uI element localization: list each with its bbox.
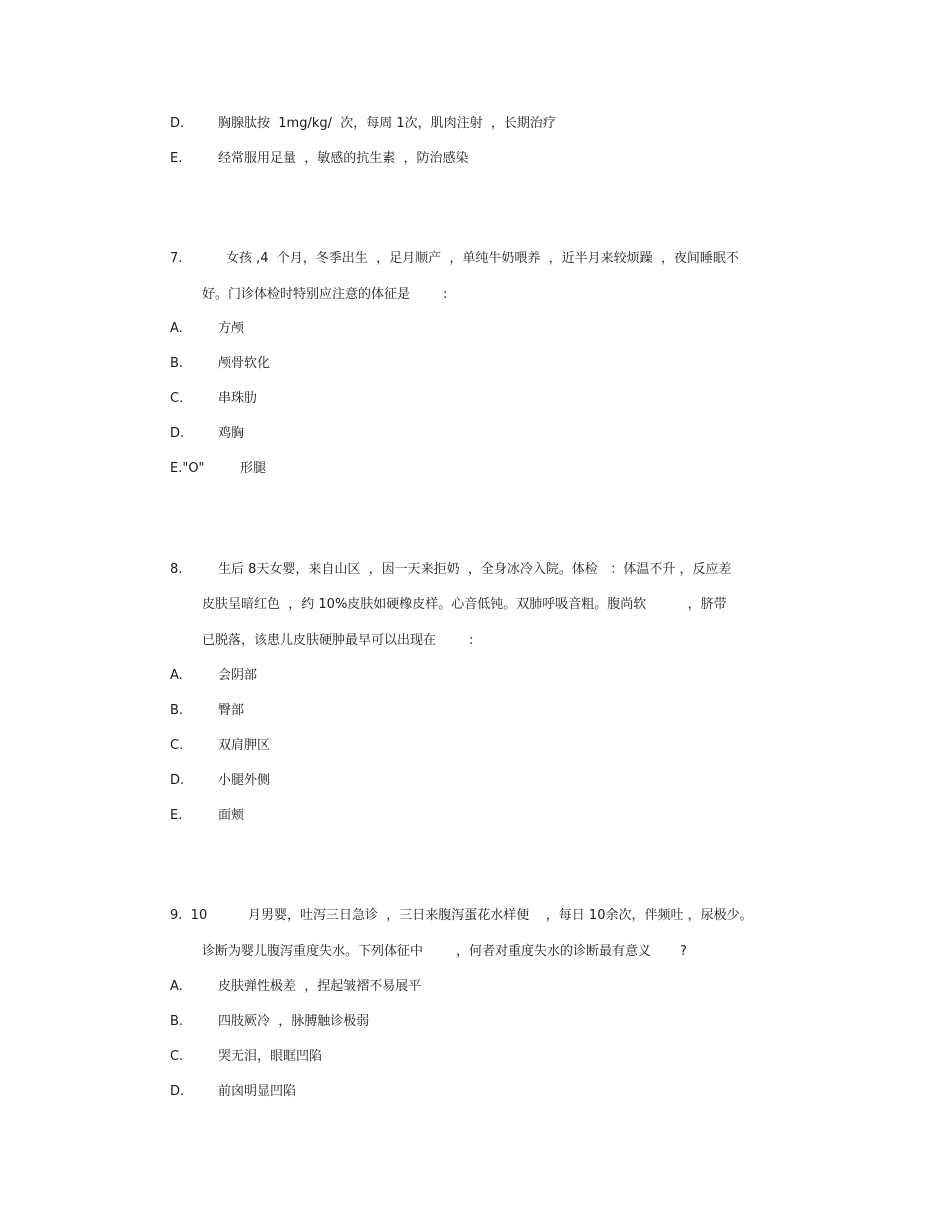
option-label: E."O" xyxy=(170,461,205,476)
option-label: B. xyxy=(170,703,184,718)
option-label: B. xyxy=(170,356,184,371)
question-stem: 诊断为婴儿腹泻重度失水。下列体征中 ，何者对重度失水的诊断最有意义 ? xyxy=(202,944,687,959)
option-text: 鸡胸 xyxy=(218,426,245,441)
question-stem: 好。门诊体检时特别应注意的体征是 : xyxy=(202,287,448,302)
option-text: 方颅 xyxy=(218,321,245,336)
option-text: 皮肤弹性极差 ，捏起皱褶不易展平 xyxy=(218,979,422,994)
option-label: C. xyxy=(170,1049,184,1064)
option-label: E. xyxy=(170,808,183,823)
option-label: A. xyxy=(170,321,183,336)
option-label: A. xyxy=(170,668,183,683)
option-text: 串珠肋 xyxy=(218,391,258,406)
option-text: 哭无泪，眼眶凹陷 xyxy=(218,1049,323,1064)
question-number: 9. 10 xyxy=(170,908,208,923)
option-text: 臀部 xyxy=(218,703,245,718)
option-label: A. xyxy=(170,979,183,994)
question-stem: 生后 8天女婴，来自山区 ，因一天来拒奶 ，全身冰冷入院。体检 ：体温不升 ，反应差 xyxy=(218,562,732,577)
option-text: 颅骨软化 xyxy=(218,356,271,371)
option-label: C. xyxy=(170,738,184,753)
question-number: 8. xyxy=(170,562,183,577)
option-label: B. xyxy=(170,1014,184,1029)
option-text: 双肩胛区 xyxy=(218,738,271,753)
question-stem: 皮肤呈暗红色 ，约 10%皮肤如硬橡皮样。心音低钝。双肺呼吸音粗。腹尚软 ，脐带 xyxy=(202,597,727,612)
option-label: D. xyxy=(170,1084,185,1099)
question-number: 7. xyxy=(170,251,183,266)
option-text: 经常服用足量 ，敏感的抗生素 ，防治感染 xyxy=(218,151,469,166)
question-stem: 月男婴，吐泻三日急诊 ，三日来腹泻蛋花水样便 ，每日 10余次，伴频吐 ，尿极少。 xyxy=(248,908,753,923)
option-text: 四肢厥冷 ，脉膊触诊极弱 xyxy=(218,1014,370,1029)
option-label: C. xyxy=(170,391,184,406)
option-text: 前囟明显凹陷 xyxy=(218,1084,297,1099)
option-label: D. xyxy=(170,426,185,441)
question-stem: 已脱落，该患儿皮肤硬肿最早可以出现在 : xyxy=(202,633,474,648)
option-text: 面颊 xyxy=(218,808,245,823)
option-text: 胸腺肽按 1mg/kg/ 次，每周 1次，肌肉注射 ，长期治疗 xyxy=(218,116,556,131)
option-label: D. xyxy=(170,116,185,131)
option-text: 小腿外侧 xyxy=(218,773,271,788)
option-text: 形腿 xyxy=(240,461,267,476)
option-label: E. xyxy=(170,151,183,166)
question-stem: 女孩 ,4 个月，冬季出生 ，足月顺产 ，单纯牛奶喂养 ，近半月来较烦躁 ，夜间睡眠不 xyxy=(226,251,739,266)
option-text: 会阴部 xyxy=(218,668,258,683)
option-label: D. xyxy=(170,773,185,788)
